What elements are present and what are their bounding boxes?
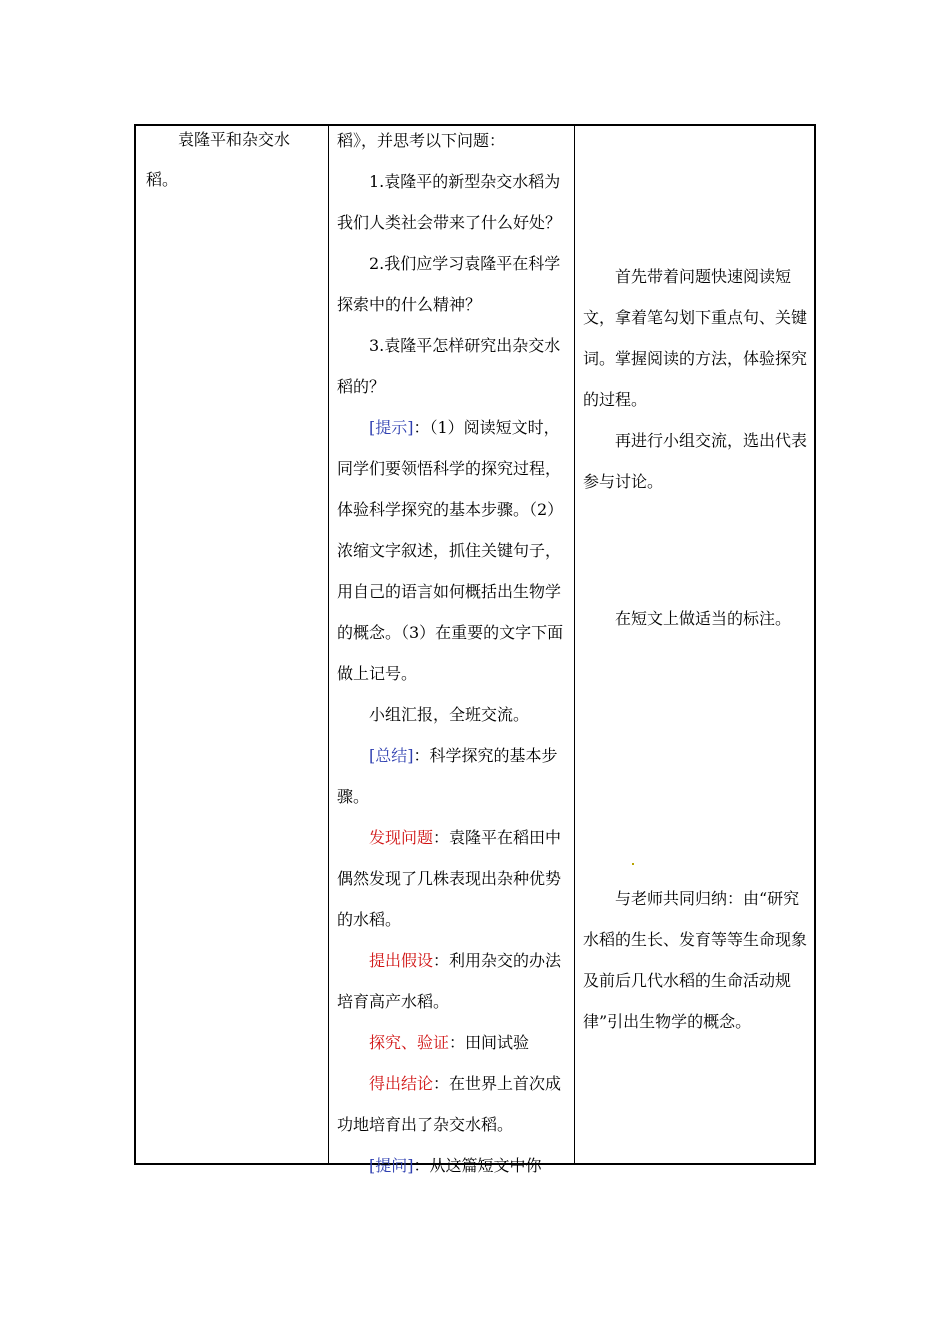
hint-label: [提示] xyxy=(369,418,414,437)
step-verify xyxy=(337,1022,568,1063)
summary-paragraph xyxy=(337,735,568,817)
activity-intro: 稻》，并思考以下问题： xyxy=(337,131,506,150)
question-3: 3.袁隆平怎样研究出杂交水稻的？ xyxy=(337,336,561,396)
hint-paragraph xyxy=(337,407,568,694)
step-label: 得出结论 xyxy=(369,1074,434,1093)
step-text: ：袁隆平在稻田中偶然发现了几株表现出杂种优势的水稻。 xyxy=(337,828,562,929)
question-label: [提问] xyxy=(369,1156,414,1175)
step-text: ：田间试验 xyxy=(449,1033,530,1052)
student-summary: 与老师共同归纳：由“研究水稻的生长、发育等等生命现象及前后几代水稻的生命活动规律”引出生物学的概念。 xyxy=(583,889,808,1031)
topic-cell xyxy=(146,120,320,200)
student-block-2 xyxy=(583,598,808,639)
activity-cell xyxy=(337,120,568,1186)
question-1: 1.袁隆平的新型杂交水稻为我们人类社会带来了什么好处？ xyxy=(337,172,562,232)
stray-mark xyxy=(632,863,634,865)
student-discussion: 再进行小组交流，选出代表参与讨论。 xyxy=(583,431,808,491)
summary-label: [总结] xyxy=(369,746,414,765)
step-label: 发现问题 xyxy=(369,828,434,847)
question-text: ：从这篇短文中你 xyxy=(413,1156,542,1175)
activity-column xyxy=(329,126,575,1175)
step-label: 探究、验证 xyxy=(369,1033,450,1052)
student-column xyxy=(575,126,814,1163)
question-paragraph xyxy=(337,1145,568,1186)
question-2: 2.我们应学习袁隆平在科学探索中的什么精神？ xyxy=(337,254,561,314)
topic-text: 袁隆平和杂交水稻。 xyxy=(146,130,291,189)
topic-column xyxy=(136,126,329,1163)
step-conclusion xyxy=(337,1063,568,1145)
step-find-problem xyxy=(337,817,568,940)
hint-text: ：（1）阅读短文时，同学们要领悟科学的探究过程，体验科学探究的基本步骤。（2）浓缩文字叙述，抓住关键句子，用自己的语言如何概括出生物学的概念。（3）在重要的文字下面做上记号。 xyxy=(337,418,564,683)
step-text: ：在世界上首次成功地培育出了杂交水稻。 xyxy=(337,1074,562,1134)
student-annotate: 在短文上做适当的标注。 xyxy=(615,609,792,628)
student-block-1 xyxy=(583,256,808,502)
step-hypothesis xyxy=(337,940,568,1022)
student-block-3 xyxy=(583,878,808,1042)
step-text: ：利用杂交的办法培育高产水稻。 xyxy=(337,951,562,1011)
student-reading: 首先带着问题快速阅读短文，拿着笔勾划下重点句、关键词。掌握阅读的方法，体验探究的过程。 xyxy=(583,267,808,409)
report-paragraph: 小组汇报，全班交流。 xyxy=(369,705,530,724)
lesson-table xyxy=(134,124,816,1175)
summary-text: ：科学探究的基本步骤。 xyxy=(337,746,558,806)
step-label: 提出假设 xyxy=(369,951,434,970)
